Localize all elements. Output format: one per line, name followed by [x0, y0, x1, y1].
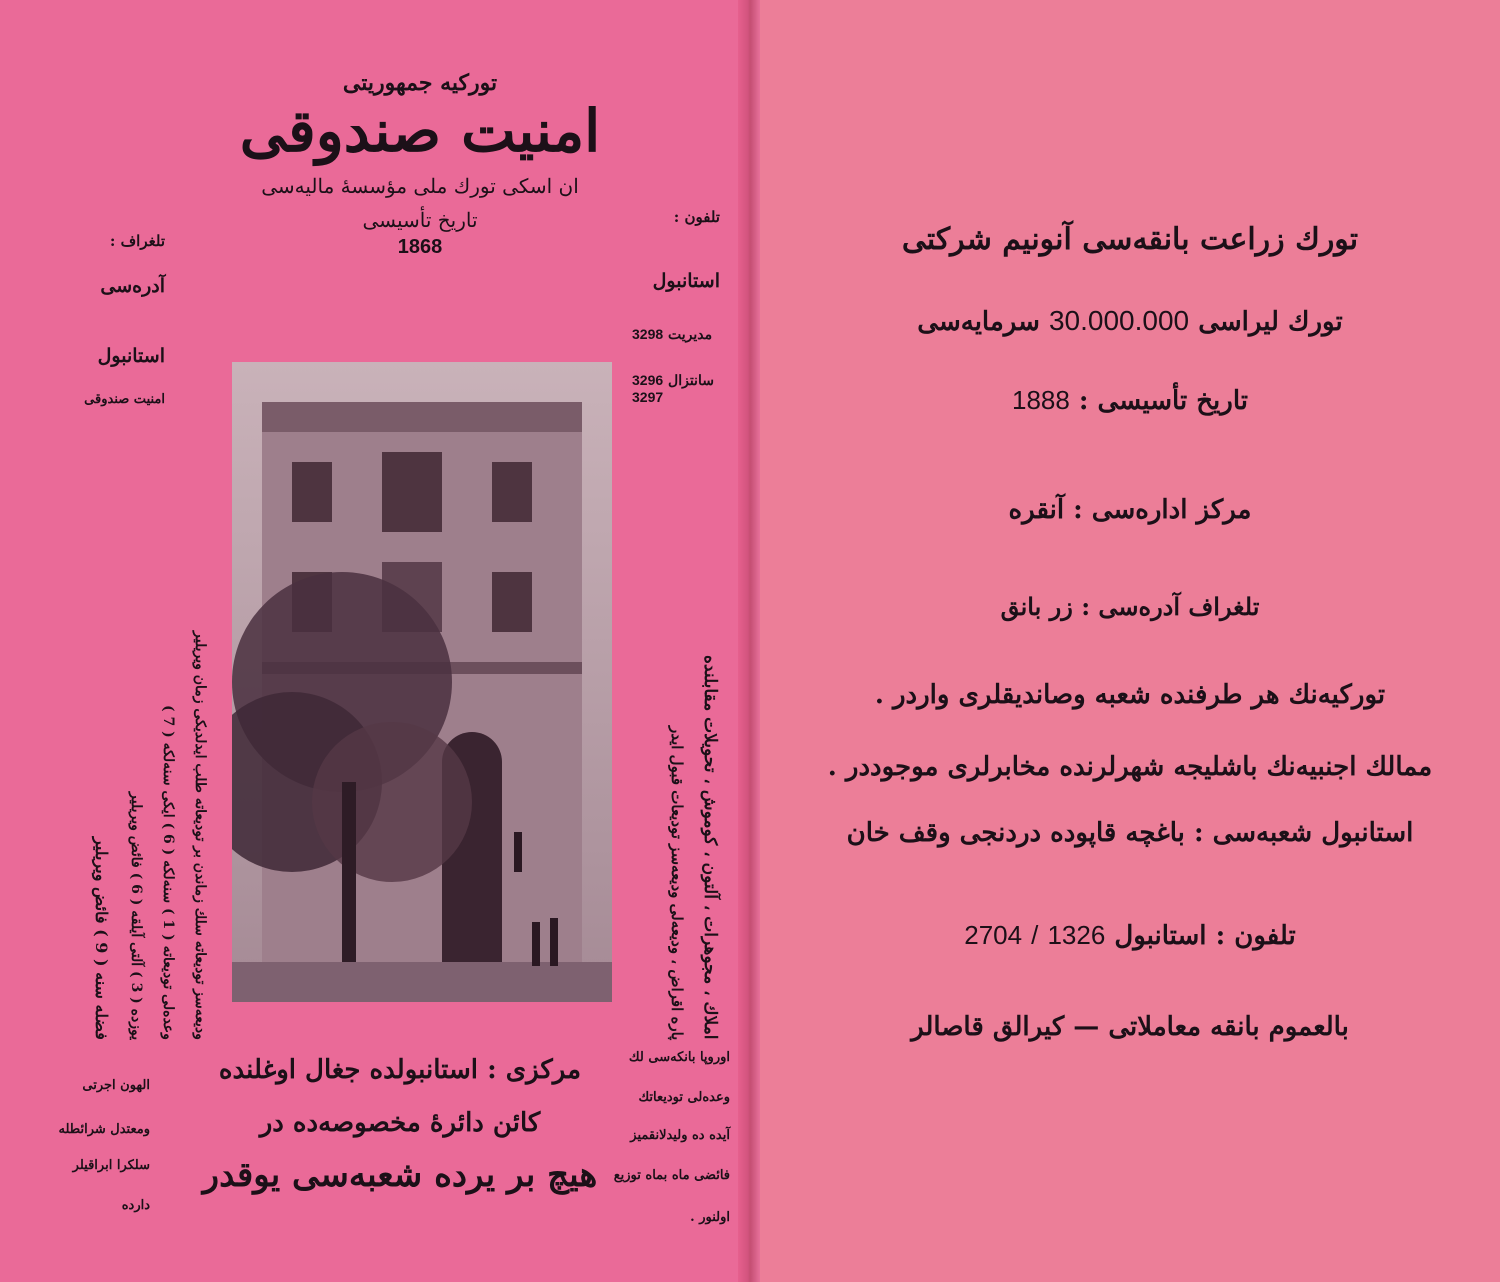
capital-amount: 30.000.000 [1048, 305, 1190, 336]
phone-label-2: سانتزال [668, 373, 714, 389]
vertical-services-1: املاك ، مجوهرات ، آلتون ، كوموش ، تحویلات مقابلنده [700, 655, 720, 1040]
capital-prefix: سرمایه‌سی [917, 307, 1040, 337]
capital-suffix: تورك لیراسی [1198, 307, 1343, 337]
phone-number-2: 3296 [632, 372, 664, 388]
capital-line [790, 305, 1470, 337]
address-name: امنیت صندوقی [84, 392, 165, 407]
phone-row-1 [632, 326, 742, 343]
header-subtitle: توركیه جمهوریتی [342, 70, 498, 96]
note-right-4: فائضی ماه بماه توزیع [613, 1168, 730, 1183]
phone-line [790, 920, 1470, 951]
phone-number-1: 3298 [632, 326, 664, 342]
branches-line: تورکیه‌نك هر طرفنده شعبه وصاندیقلری واردر . [874, 680, 1386, 710]
note-right-5: اولنور . [690, 1210, 730, 1225]
telephone-city: استانبول [652, 270, 720, 292]
phone-number-3: 3297 [632, 389, 664, 405]
vertical-terms-4: فضله سنه ( 9 ) فائض ویریلیر [92, 837, 111, 1040]
note-left-1: الهون اجرتی [82, 1078, 150, 1093]
header-line1: ان اسکی تورك ملی مؤسسهٔ مالیه‌سی [261, 173, 579, 198]
note-right-3: آیده ده ولیدلانقمیز [630, 1128, 730, 1143]
vertical-terms-1: ودیعه‌سز تودیعاته سلك زماندن بر تودیعاته طلب ایدلدیکی زمان ویریلیر [192, 631, 208, 1040]
bank-title: تورك زراعت بانقه‌سی آنونیم شرکتی [901, 222, 1359, 257]
note-right-1: اوروپا بانکه‌سی لك [628, 1050, 730, 1065]
building-photo-drawing [232, 362, 612, 1002]
founded-line [790, 385, 1470, 416]
services-line: بالعموم بانقه معاملاتی — کیرالق قاصالر [911, 1012, 1349, 1042]
istanbul-branch-line: استانبول شعبه‌سی : باغچه قاپوده دردنجی وقف خان [846, 818, 1414, 848]
foreign-line: ممالك اجنبیه‌نك باشلیجه شهرلرنده مخابرلری موجوددر . [827, 752, 1433, 782]
phone-number-b: 1326 [1047, 920, 1106, 950]
note-left-3: سلکرا ابراقیلر [72, 1158, 150, 1173]
vertical-terms-2: وعده‌لی تودیعاته ( 1 ) سنه‌لکه ( 6 ) ایکی سنه‌لکه ( 7 ) [160, 705, 176, 1040]
phone-label: تلفون : استانبول [1114, 921, 1296, 951]
founded-year: 1888 [1012, 385, 1070, 415]
founded-label: تاریخ تأسیسی : [1078, 386, 1248, 416]
phone-label-1: مدیریت [668, 327, 713, 343]
phone-row-2 [632, 372, 742, 406]
note-right-2: وعده‌لی تودیعاتك [638, 1090, 730, 1105]
address-city: استانبول [97, 345, 165, 367]
office-line: کائن دائرهٔ مخصوصه‌ده در [259, 1108, 541, 1138]
note-left-4: دارده [121, 1198, 150, 1213]
vertical-terms-3: یوزده ( 3 ) آلتی آیلقه ( 6 ) فائض ویریلیر [128, 791, 144, 1040]
header-line2: تاریخ تأسیسی [362, 207, 478, 232]
left-page-header [140, 70, 700, 259]
book-gutter [738, 0, 760, 1282]
headquarters-line-right: مرکز اداره‌سی : آنقره [1008, 495, 1252, 525]
left-page [0, 0, 745, 1282]
phone-number-a: 2704 [964, 920, 1023, 950]
right-page [760, 0, 1500, 1282]
header-title: امنیت صندوقی [239, 97, 601, 165]
headquarters-line: مرکزی : استانبولده جغال اوغلنده [218, 1055, 582, 1085]
address-label: آدره‌سی [100, 275, 165, 297]
phone-separator: / [1031, 920, 1039, 950]
header-year: 1868 [397, 235, 443, 258]
no-branch-line: هیچ بر یرده شعبه‌سی یوقدر [202, 1155, 598, 1195]
telegraph-label: تلغراف : [109, 232, 165, 250]
telephone-label: تلفون : [673, 208, 720, 226]
vertical-services-2: پاره اقراض ، ودیعه‌لی ودیعه‌سز تودیعات قبول ایدر [668, 725, 686, 1040]
note-left-2: ومعتدل شرائطله [58, 1122, 150, 1137]
building-photo [232, 362, 612, 1002]
telegraph-line: تلغراف آدره‌سی : زر بانق [1000, 592, 1260, 621]
